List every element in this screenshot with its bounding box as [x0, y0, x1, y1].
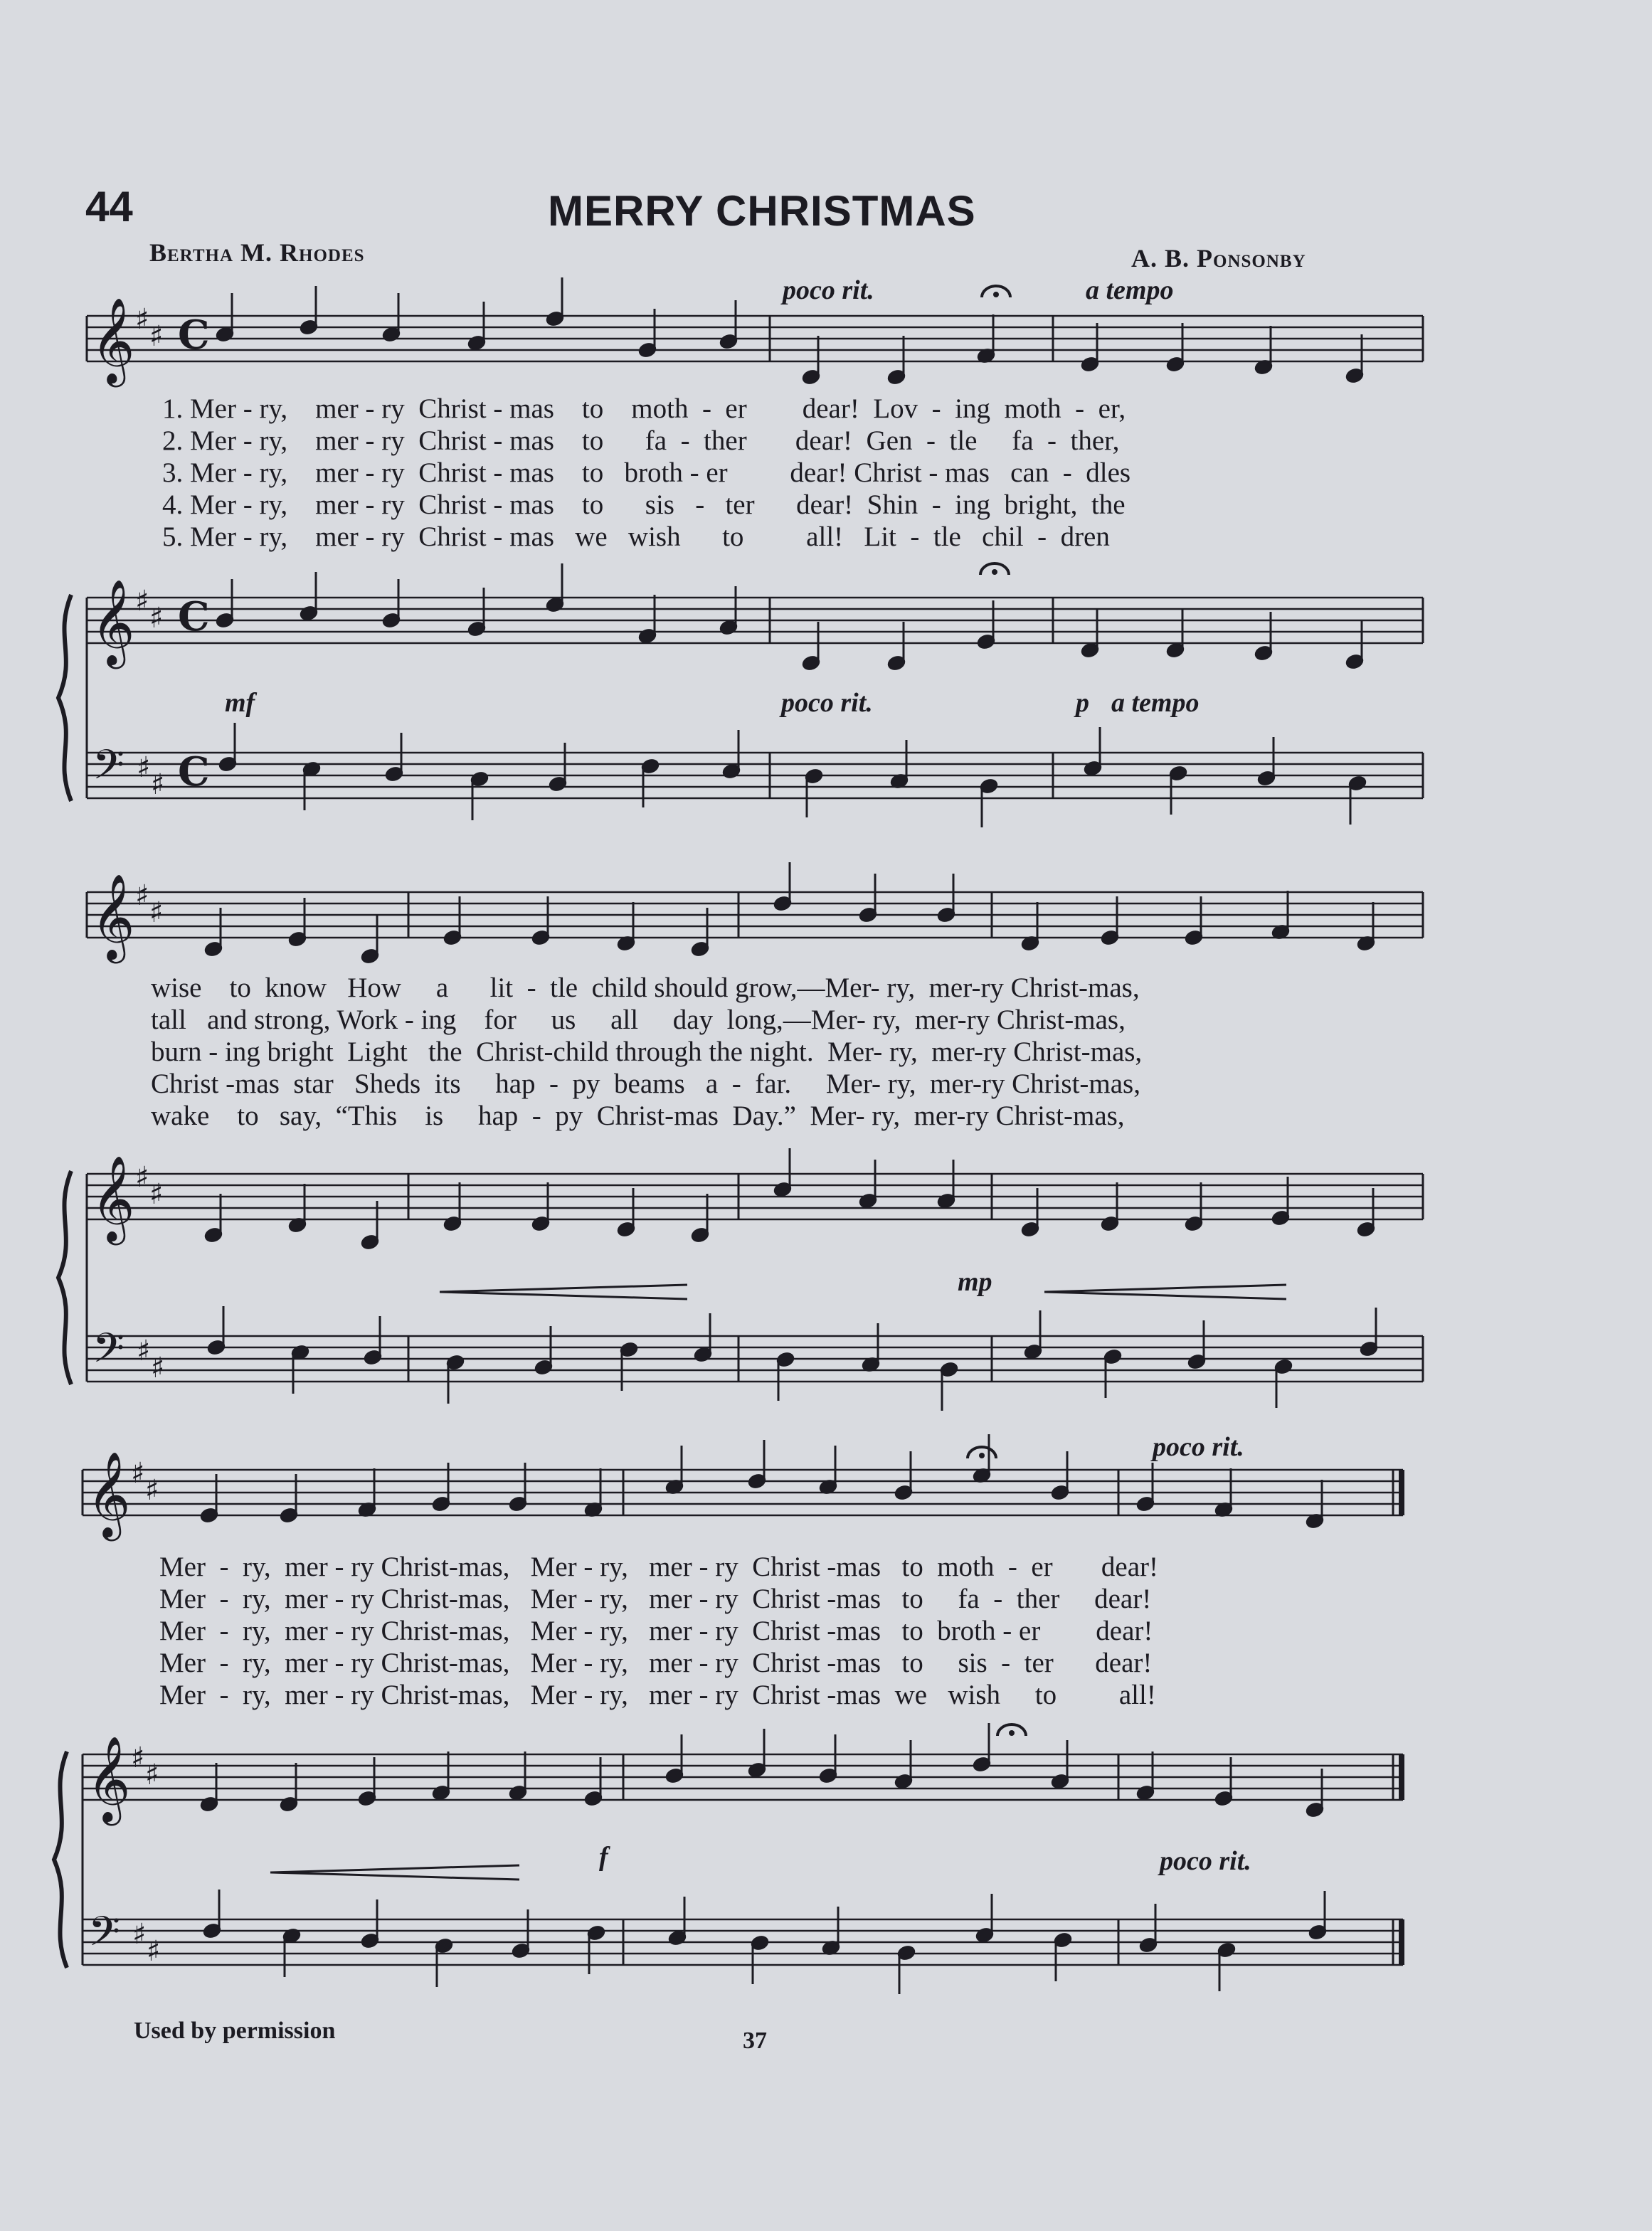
treble-clef: 𝄞 — [91, 297, 135, 383]
composer-credit: A. B. Ponsonby — [1131, 244, 1306, 272]
poco-rit-marking: poco rit. — [1153, 1432, 1244, 1462]
key-sharp: ♯ — [145, 1759, 159, 1791]
key-sharp: ♯ — [135, 1161, 149, 1194]
mf-dynamic: mf — [225, 688, 255, 718]
lyric-line-verse-2: tall and strong, Work - ing for us all day long,—Mer- ry, mer-ry Christ-mas, — [151, 1005, 1126, 1035]
key-sharp: ♯ — [135, 303, 149, 336]
piano-brace — [54, 1752, 67, 1968]
lyric-line-verse-3: Mer - ry, mer - ry Christ-mas, Mer - ry, mer - ry Christ -mas to broth - er dear! — [159, 1616, 1153, 1646]
p-dynamic: p — [1076, 688, 1089, 718]
treble-clef: 𝄞 — [87, 1735, 131, 1822]
staff — [87, 1336, 1423, 1382]
key-sharp: ♯ — [149, 602, 164, 635]
lyrics-system-3 — [159, 1551, 1158, 1711]
treble-clef: 𝄞 — [87, 1451, 131, 1537]
crescendo-hairpin — [440, 1292, 687, 1299]
lyric-line-verse-4: Christ -mas star Sheds its hap - py beams a - far. Mer- ry, mer-ry Christ-mas, — [151, 1069, 1140, 1099]
lyric-line-verse-5: 5. Mer - ry, mer - ry Christ - mas we wish to all! Lit - tle chil - dren — [162, 521, 1110, 552]
lyric-line-verse-4: Mer - ry, mer - ry Christ-mas, Mer - ry, mer - ry Christ -mas to sis - ter dear! — [159, 1648, 1153, 1678]
staff — [87, 892, 1423, 938]
lyric-line-verse-1: Mer - ry, mer - ry Christ-mas, Mer - ry, mer - ry Christ -mas to moth - er dear! — [159, 1552, 1158, 1582]
f-dynamic: f — [599, 1842, 608, 1872]
staff — [87, 598, 1423, 643]
common-time: C — [178, 312, 210, 359]
staff — [83, 1919, 1403, 1965]
key-sharp: ♯ — [137, 751, 151, 784]
lyrics-system-2 — [151, 972, 1142, 1132]
fermata-dot — [1009, 1730, 1015, 1736]
staff — [83, 1754, 1403, 1800]
fermata-dot — [979, 1453, 985, 1458]
key-sharp: ♯ — [131, 1742, 145, 1774]
staff — [87, 316, 1423, 361]
crescendo-hairpin — [270, 1872, 519, 1880]
key-sharp: ♯ — [135, 879, 149, 912]
piano-brace — [58, 1171, 71, 1384]
lyric-line-verse-5: wake to say, “This is hap - py Christ-mas Day.” Mer- ry, mer-ry Christ-mas, — [151, 1101, 1125, 1131]
poco-rit-marking: poco rit. — [1160, 1846, 1251, 1876]
treble-clef: 𝄞 — [91, 1155, 135, 1241]
key-sharp: ♯ — [151, 1352, 165, 1384]
key-sharp: ♯ — [151, 768, 165, 801]
lyric-line-verse-1: wise to know How a lit - tle child should grow,—Mer- ry, mer-ry Christ-mas, — [151, 973, 1140, 1003]
key-sharp: ♯ — [132, 1918, 147, 1951]
lyric-line-verse-1: 1. Mer - ry, mer - ry Christ - mas to moth - er dear! Lov - ing moth - er, — [162, 393, 1126, 424]
bass-clef: 𝄢 — [88, 1907, 121, 1966]
lyric-line-verse-3: 3. Mer - ry, mer - ry Christ - mas to broth - er dear! Christ - mas can - dles — [162, 457, 1131, 488]
treble-clef: 𝄞 — [91, 578, 135, 665]
lyricist-credit: Bertha M. Rhodes — [149, 238, 365, 267]
key-sharp: ♯ — [149, 896, 164, 929]
staff — [87, 1174, 1423, 1219]
common-time: C — [178, 593, 210, 640]
a-tempo-marking: a tempo — [1086, 275, 1174, 305]
key-sharp: ♯ — [137, 1335, 151, 1367]
key-sharp: ♯ — [149, 1178, 164, 1211]
staff — [87, 753, 1423, 798]
song-title: MERRY CHRISTMAS — [548, 187, 976, 235]
key-sharp: ♯ — [147, 1935, 161, 1968]
staff — [83, 1470, 1403, 1515]
permission-note: Used by permission — [134, 2018, 336, 2044]
page-number: 44 — [85, 183, 133, 230]
lyric-line-verse-4: 4. Mer - ry, mer - ry Christ - mas to sis - ter dear! Shin - ing bright, the — [162, 489, 1126, 520]
common-time: C — [178, 748, 210, 795]
treble-clef: 𝄞 — [91, 873, 135, 960]
poco-rit-marking: poco rit. — [781, 688, 873, 718]
key-sharp: ♯ — [131, 1457, 145, 1490]
piano-brace — [58, 595, 71, 801]
page-folio: 37 — [743, 2028, 767, 2054]
final-barline — [1399, 1919, 1404, 1965]
mp-dynamic: mp — [958, 1267, 992, 1297]
fermata-dot — [993, 292, 999, 297]
lyrics-system-1 — [162, 393, 1131, 553]
crescendo-hairpin — [440, 1285, 687, 1292]
final-barline — [1399, 1754, 1404, 1800]
lyric-line-verse-2: 2. Mer - ry, mer - ry Christ - mas to fa - ther dear! Gen - tle fa - ther, — [162, 425, 1120, 456]
key-sharp: ♯ — [145, 1474, 159, 1507]
fermata-dot — [992, 569, 997, 575]
bass-clef: 𝄢 — [92, 741, 125, 799]
key-sharp: ♯ — [149, 320, 164, 353]
a-tempo-marking: a tempo — [1111, 688, 1200, 718]
crescendo-hairpin — [270, 1865, 519, 1872]
bass-clef: 𝄢 — [92, 1324, 125, 1382]
poco-rit-marking: poco rit. — [783, 275, 874, 305]
lyric-line-verse-2: Mer - ry, mer - ry Christ-mas, Mer - ry, mer - ry Christ -mas to fa - ther dear! — [159, 1584, 1152, 1614]
key-sharp: ♯ — [135, 585, 149, 618]
lyric-line-verse-3: burn - ing bright Light the Christ-child through the night. Mer- ry, mer-ry Christ-mas, — [151, 1037, 1143, 1067]
crescendo-hairpin — [1044, 1292, 1286, 1299]
final-barline — [1399, 1470, 1404, 1515]
crescendo-hairpin — [1044, 1285, 1286, 1292]
lyric-line-verse-5: Mer - ry, mer - ry Christ-mas, Mer - ry, mer - ry Christ -mas we wish to all! — [159, 1680, 1156, 1710]
